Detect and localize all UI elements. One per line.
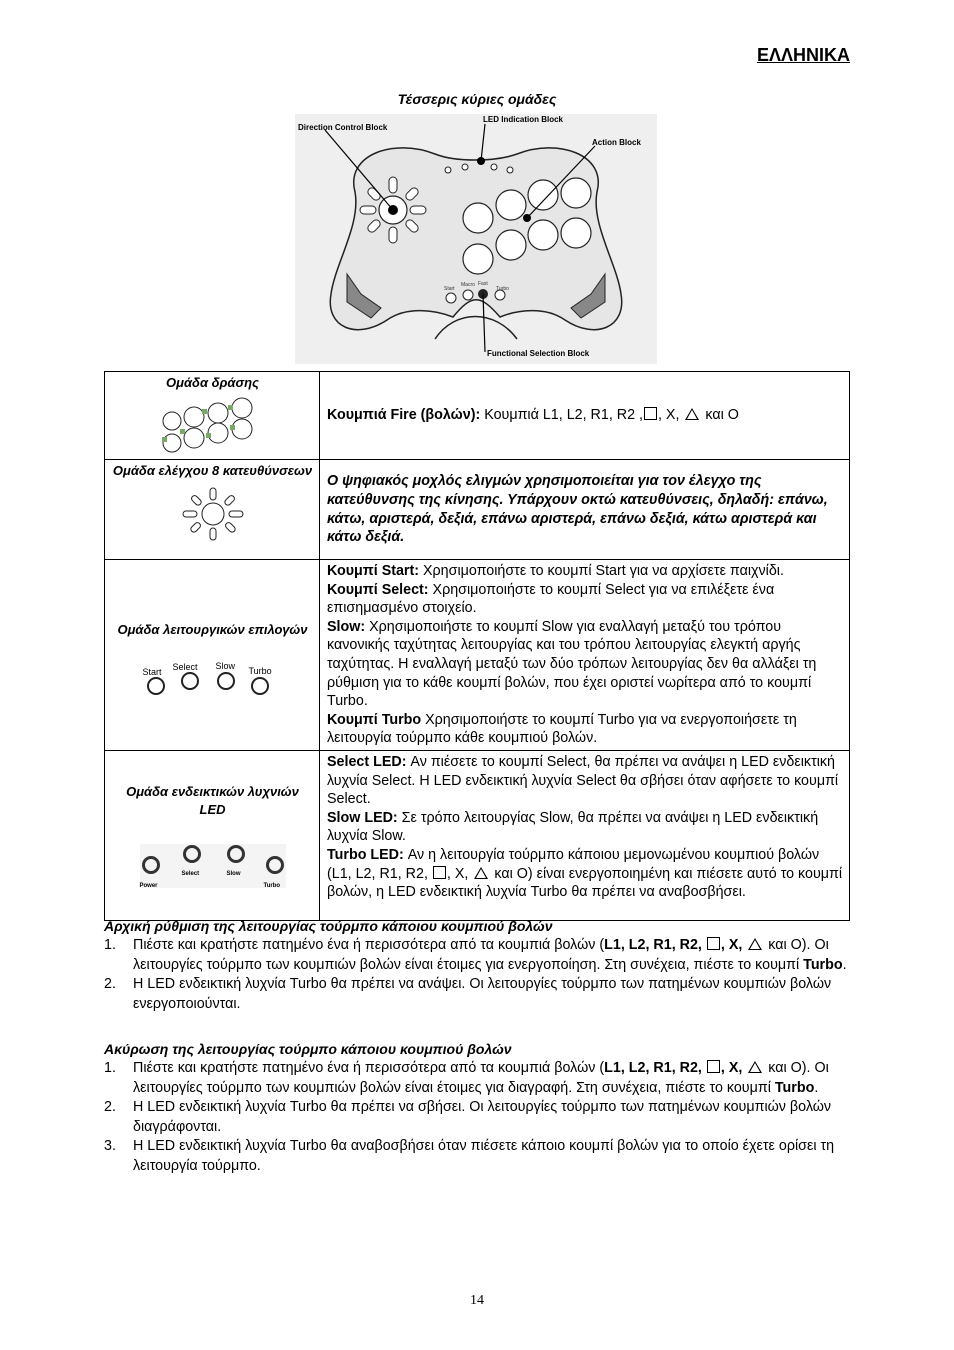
table-row: [105, 460, 850, 560]
fig-label-fast: Fast: [478, 281, 488, 287]
table-row: [105, 750, 850, 920]
led-item-select: Select LED: Αν πιέσετε το κουμπί Select, θα πρέπει να ανάψει η LED ενδεικτική λυχνία Select. Η LED ενδεικτική λυχνία Select θα σβήσει όταν αφήσετε το κουμπί Select.: [327, 753, 839, 808]
list-item: 1. Πιέστε και κρατήστε πατημένο ένα ή περισσότερα από τα κουμπιά βολών (L1, L2, R1, R2, , X, και O). Οι λειτουργίες τούρμπο των κουμπιών βολών είναι έτοιμες για ενεργοποίηση. Στη συνέχεια, πιέστε το κουμπί Turbo.: [104, 937, 847, 973]
setup-heading: Αρχική ρύθμιση της λειτουργίας τούρμπο κάποιου κουμπιού βολών: [104, 918, 553, 934]
square-icon: [433, 866, 446, 879]
controller-diagram: [295, 114, 657, 364]
function-item-slow: Slow: Χρησιμοποιήστε το κουμπί Slow για εναλλαγή μεταξύ του τρόπου κανονικής ταχύτητας λειτουργίας και του τρόπου λειτουργίας ελεγκτή αργής ταχύτητας. Η εναλλαγή μεταξύ των δύο τρόπων λειτουργίας δεν θα αλλάξει τη ρύθμιση για το κάθε κουμπί βολών, που έχει οριστεί νωρίτερα από το κουμπί Turbo.: [327, 618, 817, 710]
select-led-icon: [183, 845, 201, 863]
square-icon: [707, 1060, 720, 1073]
function-label-turbo: Turbo: [248, 666, 272, 677]
fig-label-macro: Macro: [461, 282, 475, 288]
row-title-cell: [105, 372, 320, 460]
action-group-title: Ομάδα δράσης: [166, 375, 259, 390]
led-group-title: Ομάδα ενδεικτικών λυχνιών LED: [126, 783, 299, 818]
fig-label-action: Action Block: [592, 138, 641, 147]
triangle-icon: [748, 938, 762, 950]
page-number: 14: [470, 1293, 484, 1308]
turbo-setup-section: [104, 916, 850, 1014]
fig-label-functional: Functional Selection Block: [487, 349, 590, 358]
slow-button-icon: [217, 672, 235, 690]
groups-table: [104, 371, 850, 921]
fig-label-led: LED Indication Block: [483, 115, 564, 124]
cancel-steps: [104, 1059, 850, 1176]
list-item: 3. Η LED ενδεικτική λυχνία Turbo θα αναβοσβήσει όταν πιέσετε κάποιο κουμπί βολών για το οποίο έχετε ορίσει τη λειτουργία τούρμπο.: [104, 1138, 835, 1174]
function-label-start: Start: [142, 667, 162, 678]
led-label-slow: Slow: [226, 871, 241, 878]
function-label-slow: Slow: [215, 661, 236, 672]
slow-led-icon: [227, 845, 245, 863]
table-row: [105, 560, 850, 751]
fig-label-turbo: Turbo: [496, 286, 509, 292]
triangle-icon: [748, 1061, 762, 1073]
list-item: 2. Η LED ενδεικτική λυχνία Turbo θα πρέπει να σβήσει. Οι λειτουργίες τούρμπο των πατημένων κουμπιών βολών διαγράφονται.: [104, 1099, 832, 1135]
square-icon: [707, 937, 720, 950]
led-label-power: Power: [139, 883, 158, 890]
led-label-select: Select: [181, 871, 200, 878]
function-label-select: Select: [172, 662, 198, 673]
function-item-select: Κουμπί Select: Χρησιμοποιήστε το κουμπί Select για να επιλέξετε ένα επισημασμένο στοιχείο.: [327, 581, 775, 617]
triangle-icon: [474, 867, 488, 879]
row-title-cell: [105, 460, 320, 560]
row-title-cell: [105, 750, 320, 920]
square-icon: [644, 407, 657, 420]
row-desc-cell: [320, 750, 850, 920]
setup-steps: [104, 936, 850, 1014]
direction-group-title: Ομάδα ελέγχου 8 κατευθύνσεων: [112, 463, 313, 478]
action-buttons-image: [158, 395, 268, 455]
triangle-icon: [685, 408, 699, 420]
dpad-image: [178, 485, 248, 543]
power-led-icon: [142, 856, 160, 874]
row-desc-cell: Ο ψηφιακός μοχλός ελιγμών χρησιμοποιείται για τον έλεγχο της κατεύθυνσης της κίνησης. Υπάρχουν οκτώ κατευθύνσεις, δηλαδή: επάνω, κάτω, αριστερά, δεξιά, επάνω αριστερά, επάνω δεξιά, κάτω αριστερά και κάτω δεξιά.: [320, 460, 850, 560]
figure-caption: Τέσσερις κύριες ομάδες: [397, 91, 557, 107]
select-button-icon: [181, 672, 199, 690]
led-label-turbo: Turbo: [263, 883, 281, 890]
function-buttons-image: [143, 657, 283, 697]
fire-buttons-text-b: , X,: [657, 407, 680, 424]
start-button-icon: [147, 677, 165, 695]
fig-label-start: Start: [444, 286, 455, 292]
list-item: 1. Πιέστε και κρατήστε πατημένο ένα ή περισσότερα από τα κουμπιά βολών (L1, L2, R1, R2, , X, και O). Οι λειτουργίες τούρμπο των κουμπιών βολών είναι έτοιμες για διαγραφή. Στη συνέχεια, πιέστε το κουμπί Turbo.: [104, 1060, 829, 1096]
list-item: 2. Η LED ενδεικτική λυχνία Turbo θα πρέπει να ανάψει. Οι λειτουργίες τούρμπο των πατημένων κουμπιών βολών ενεργοποιούνται.: [104, 976, 832, 1012]
row-desc-cell: [320, 560, 850, 751]
fire-buttons-label: Κουμπιά Fire (βολών):: [327, 407, 481, 424]
led-item-slow: Slow LED: Σε τρόπο λειτουργίας Slow, θα πρέπει να ανάψει η LED ενδεικτική λυχνία Slow.: [327, 809, 819, 845]
fig-label-direction: Direction Control Block: [298, 123, 388, 132]
led-image: [140, 844, 286, 888]
cancel-heading: Ακύρωση της λειτουργίας τούρμπο κάποιου κουμπιού βολών: [104, 1041, 512, 1057]
led-item-turbo: Turbo LED: Αν η λειτουργία τούρμπο κάποιου μεμονωμένου κουμπιού βολών (L1, L2, R1, R2, , X, και O) είναι ενεργοποιημένη και πιέσετε αυτό το κουμπί βολών, η LED ενδεικτική λυχνία Turbo θα πρέπει να αναβοσβήσει.: [327, 846, 843, 901]
turbo-cancel-section: [104, 1039, 850, 1176]
function-item-turbo: Κουμπί Turbo Χρησιμοποιήστε το κουμπί Turbo για να ενεργοποιήσετε τη λειτουργία τούρμπο κάθε κουμπιού βολών.: [327, 711, 797, 747]
table-row: [105, 372, 850, 460]
fire-buttons-text-a: Κουμπιά L1, L2, R1, R2 ,: [484, 407, 643, 424]
function-item-start: Κουμπί Start: Χρησιμοποιήστε το κουμπί Start για να αρχίσετε παιχνίδι.: [327, 563, 784, 579]
turbo-led-icon: [266, 856, 284, 874]
fire-buttons-text-c: και O: [705, 407, 739, 424]
language-heading: ΕΛΛΗΝΙΚΑ: [756, 45, 850, 65]
row-desc-cell: [320, 372, 850, 460]
function-group-title: Ομάδα λειτουργικών επιλογών: [117, 621, 308, 637]
row-title-cell: [105, 560, 320, 751]
turbo-button-icon: [251, 677, 269, 695]
